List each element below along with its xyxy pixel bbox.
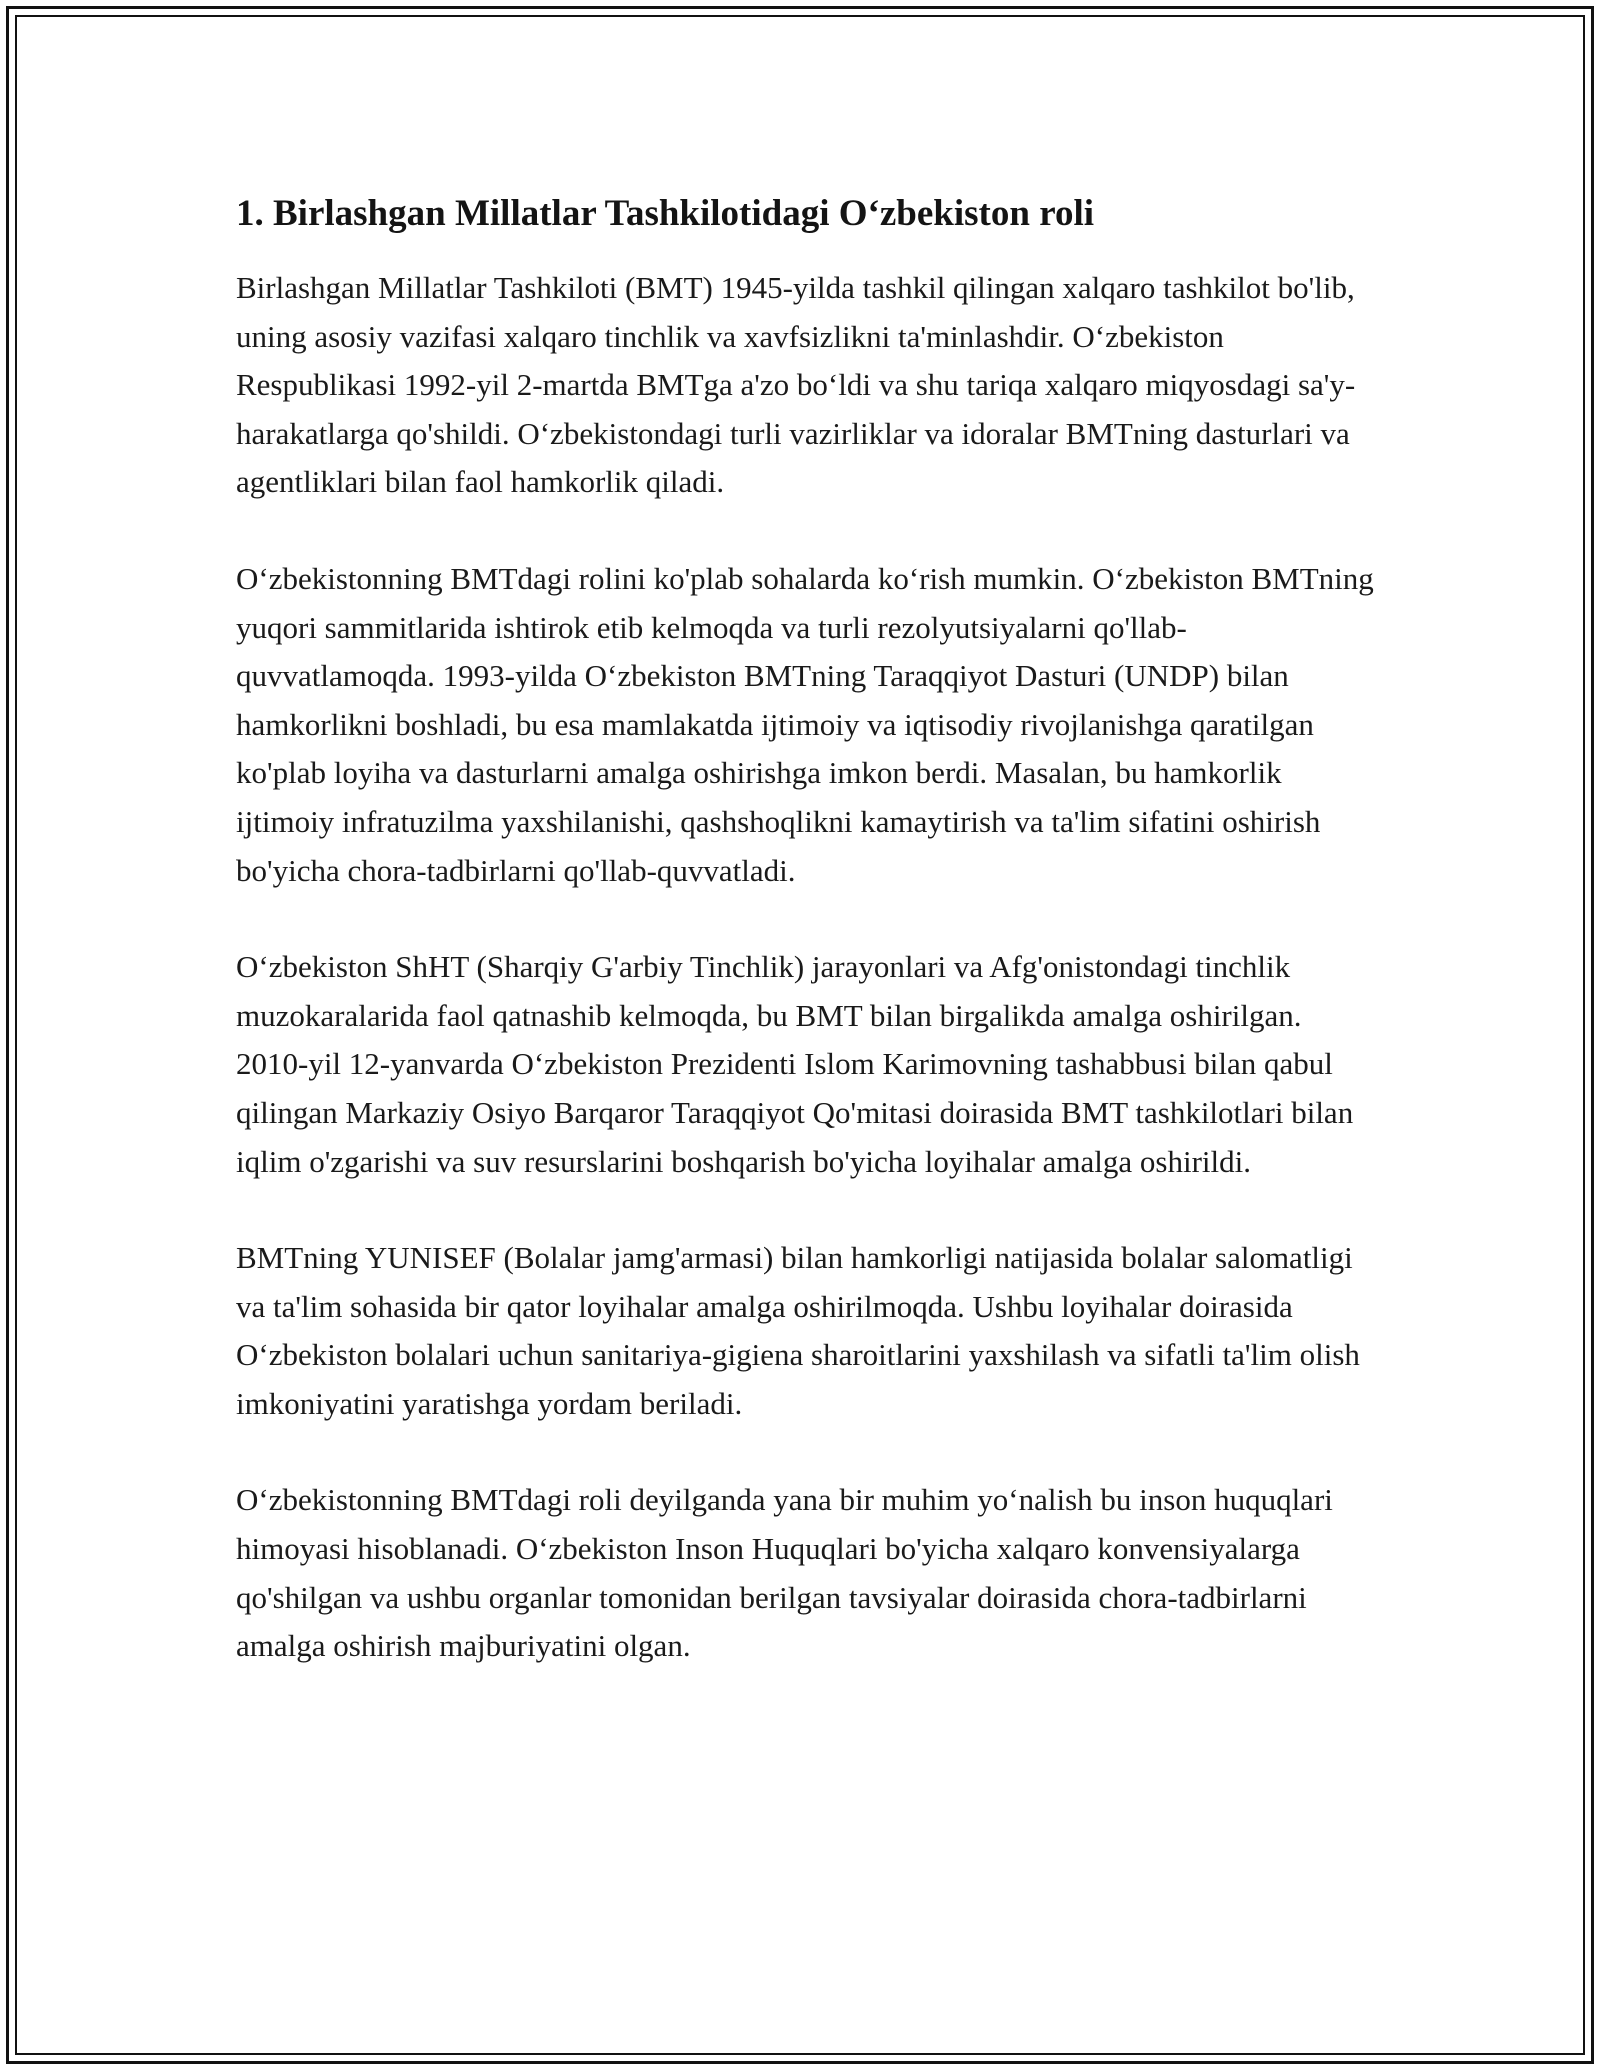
document-body (236, 188, 1376, 1671)
paragraph-2: O‘zbekistonning BMTdagi rolini ko'plab sohalarda ko‘rish mumkin. O‘zbekiston BMTning yuqori sammitlarida ishtirok etib kelmoqda va turli rezolyutsiyalarni qo'llab-quvvatlamoqda. 1993-yilda O‘zbekiston BMTning Taraqqiyot Dasturi (UNDP) bilan hamkorlikni boshladi, bu esa mamlakatda ijtimoiy va iqtisodiy rivojlanishga qaratilgan ko'plab loyiha va dasturlarni amalga oshirishga imkon berdi. Masalan, bu hamkorlik ijtimoiy infratuzilma yaxshilanishi, qashshoqlikni kamaytirish va ta'lim sifatini oshirish bo'yicha chora-tadbirlarni qo'llab-quvvatladi. (236, 560, 1374, 888)
paragraph-3: O‘zbekiston ShHT (Sharqiy G'arbiy Tinchlik) jarayonlari va Afg'onistondagi tinchlik muzokaralarida faol qatnashib kelmoqda, bu BMT bilan birgalikda amalga oshirilgan. 2010-yil 12-yanvarda O‘zbekiston Prezidenti Islom Karimovning tashabbusi bilan qabul qilingan Markaziy Osiyo Barqaror Taraqqiyot Qo'mitasi doirasida BMT tashkilotlari bilan iqlim o'zgarishi va suv resurslarini boshqarish bo'yicha loyihalar amalga oshirildi. (236, 949, 1354, 1179)
document-title: 1. Birlashgan Millatlar Tashkilotidagi O‘zbekiston roli (236, 193, 1095, 234)
paragraph-1: Birlashgan Millatlar Tashkiloti (BMT) 1945-yilda tashkil qilingan xalqaro tashkilot bo'lib, uning asosiy vazifasi xalqaro tinchlik va xavfsizlikni ta'minlashdir. O‘zbekiston Respublikasi 1992-yil 2-martda BMTga a'zo bo‘ldi va shu tariqa xalqaro miqyosdagi sa'y-harakatlarga qo'shildi. O‘zbekistondagi turli vazirliklar va idoralar BMTning dasturlari va agentliklari bilan faol hamkorlik qiladi. (236, 270, 1356, 500)
paragraph-4: BMTning YUNISEF (Bolalar jamg'armasi) bilan hamkorligi natijasida bolalar salomatligi va ta'lim sohasida bir qator loyihalar amalga oshirilmoqda. Ushbu loyihalar doirasida O‘zbekiston bolalari uchun sanitariya-gigiena sharoitlarini yaxshilash va sifatli ta'lim olish imkoniyatini yaratishga yordam beriladi. (236, 1240, 1360, 1421)
paragraph-5: O‘zbekistonning BMTdagi roli deyilganda yana bir muhim yo‘nalish bu inson huquqlari himoyasi hisoblanadi. O‘zbekiston Inson Huquqlari bo'yicha xalqaro konvensiyalarga qo'shilgan va ushbu organlar tomonidan berilgan tavsiyalar doirasida chora-tadbirlarni amalga oshirish majburiyatini olgan. (236, 1482, 1333, 1664)
